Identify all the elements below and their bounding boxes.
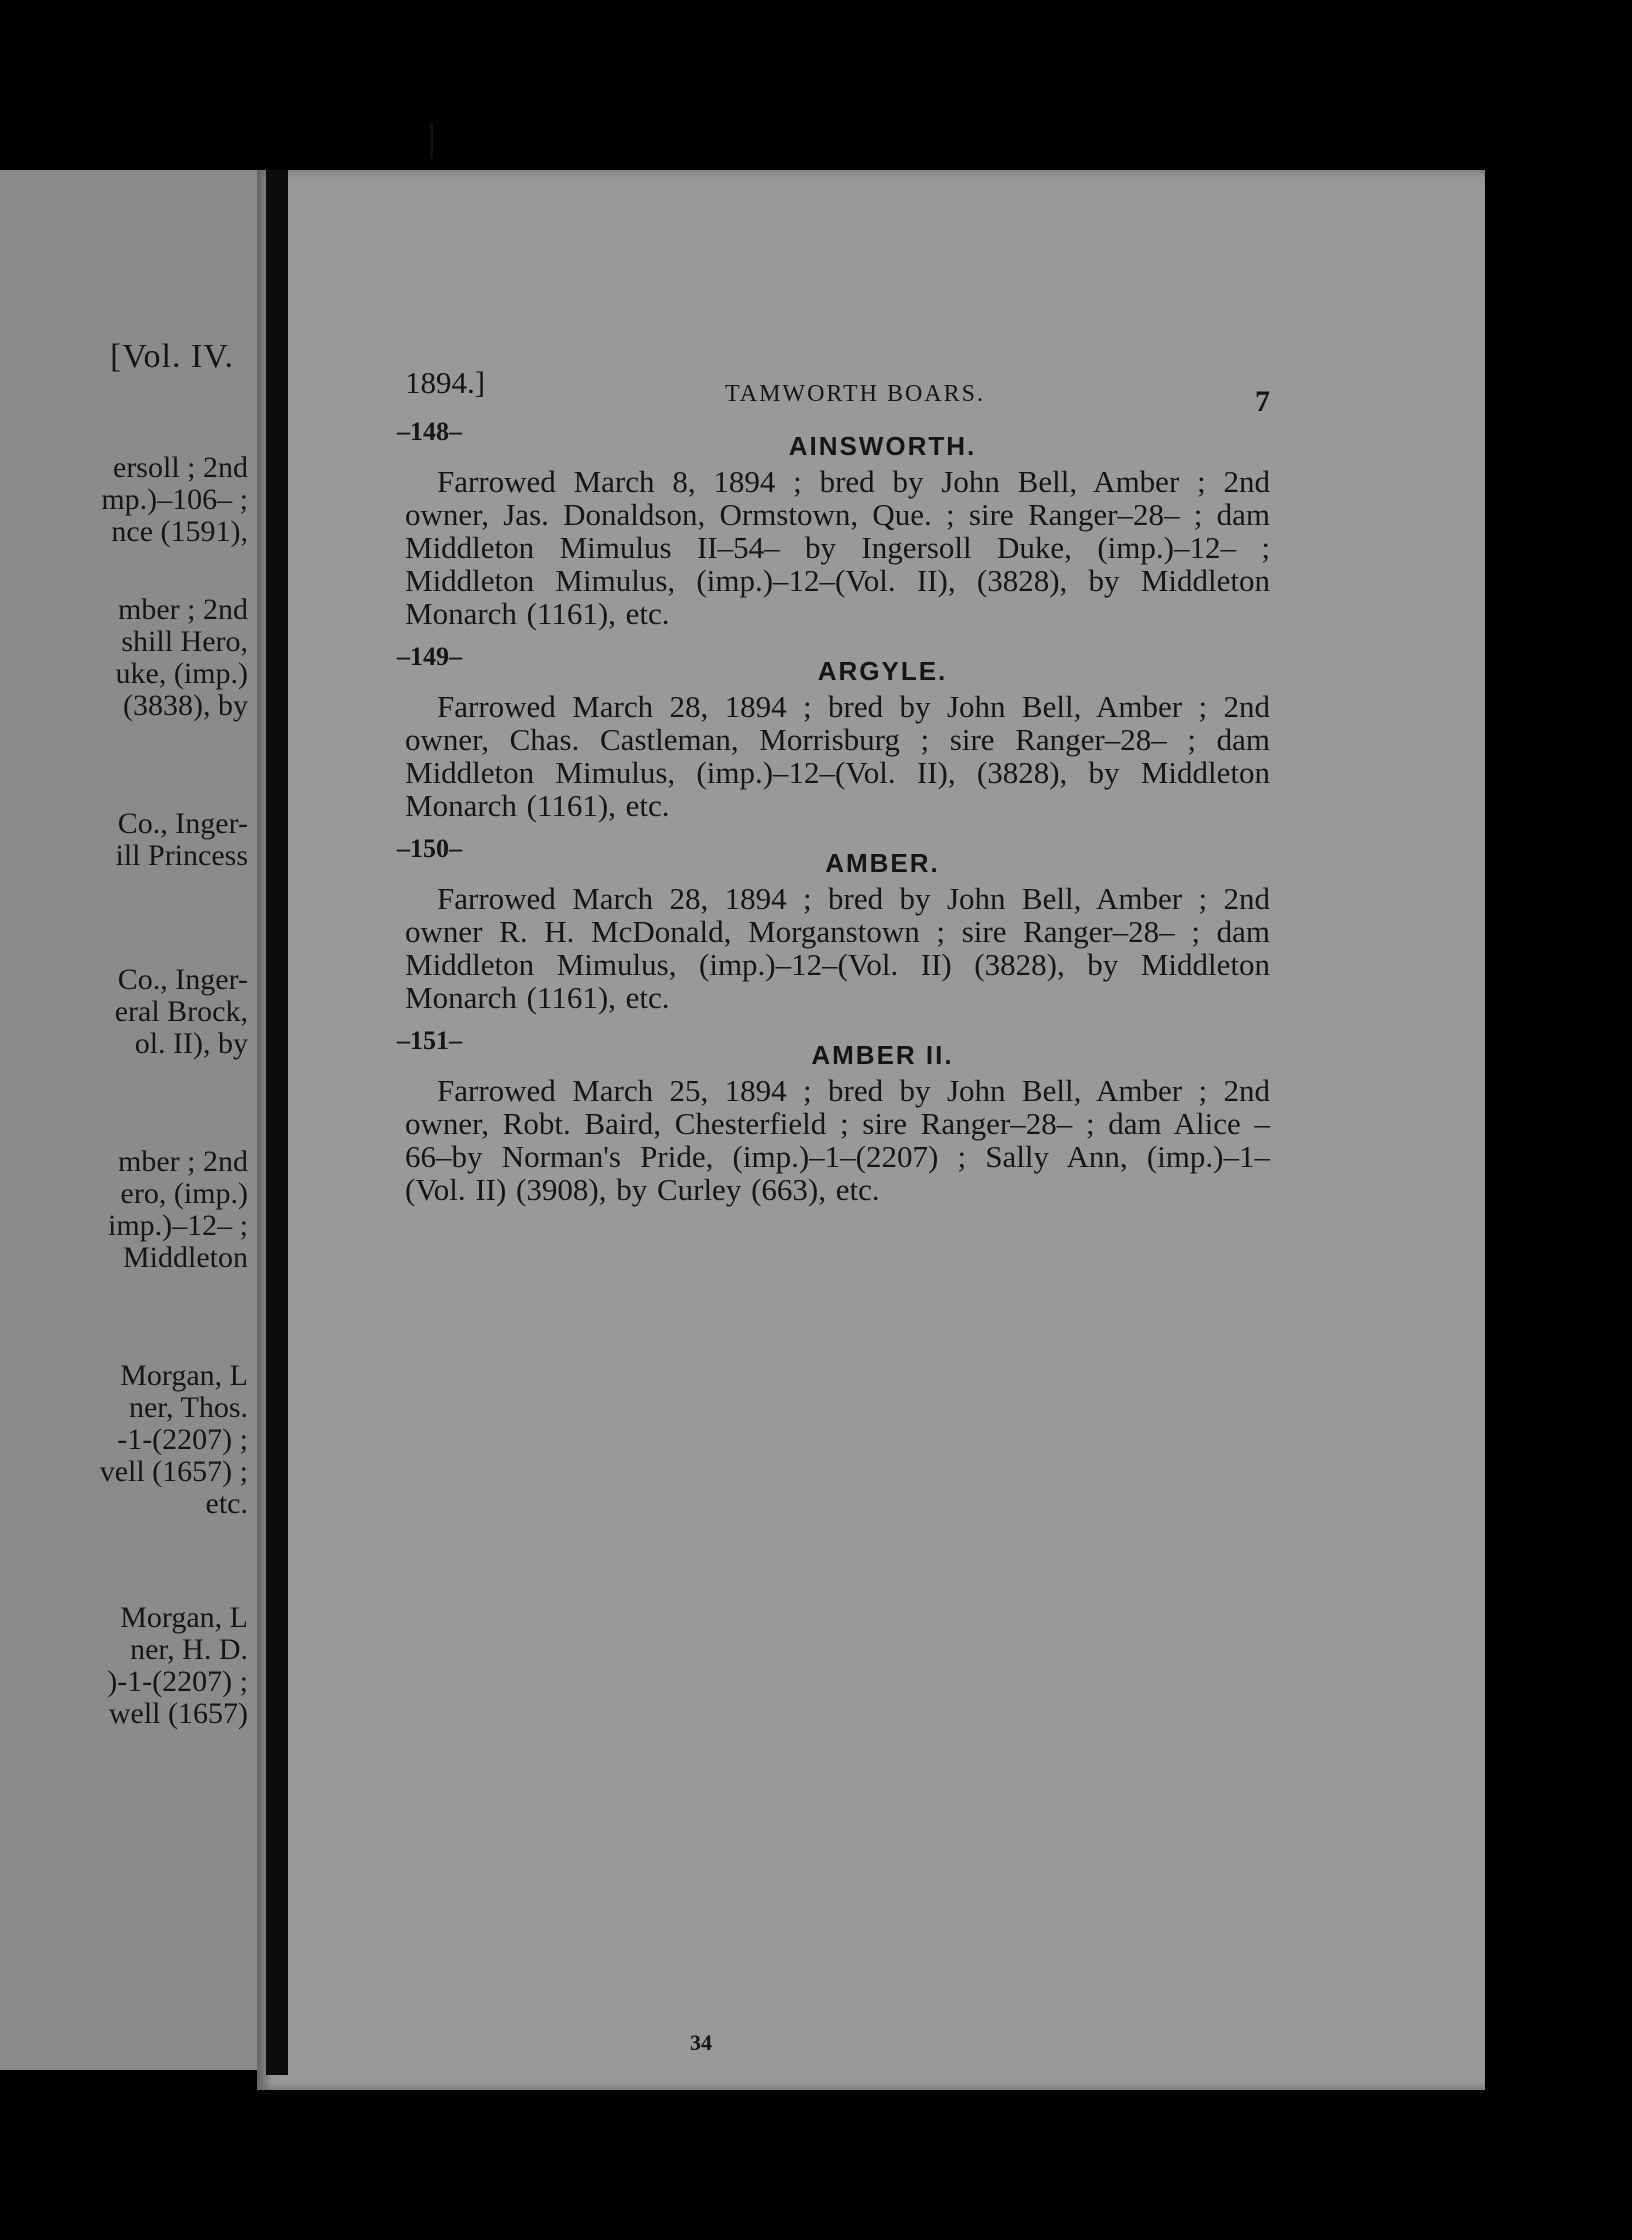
entry-text: Farrowed March 25, 1894 ; bred by John Bell, Amber ; 2nd owner, Robt. Baird, Chesterfield ; sire Ranger–28– ; dam Alice –66–by Norman's Pride, (imp.)–1–(2207) ; Sally Ann, (imp.)–1– (Vol. II) (3908), by Curley (663), etc. bbox=[405, 1073, 1270, 1207]
running-head-year: 1894.] bbox=[405, 365, 486, 400]
left-fragment-line: ill Princess bbox=[115, 839, 248, 872]
left-fragment-line: Co., Inger- bbox=[117, 963, 248, 996]
entry-text: Farrowed March 28, 1894 ; bred by John Bell, Amber ; 2nd owner, Chas. Castleman, Morrisburg ; sire Ranger–28– ; dam Middleton Mimulus, (imp.)–12–(Vol. II), (3828), by Middleton Monarch (1161), etc. bbox=[405, 689, 1270, 823]
entry-151 bbox=[397, 1026, 1270, 1207]
left-fragment-line: eral Brock, bbox=[114, 995, 248, 1028]
entry-150 bbox=[397, 834, 1270, 1015]
left-fragment-line: mber ; 2nd bbox=[118, 593, 248, 626]
right-page bbox=[257, 170, 1485, 2090]
left-fragment-line: ner, H. D. bbox=[130, 1633, 248, 1666]
left-fragment-line: ersoll ; 2nd bbox=[113, 451, 248, 484]
left-fragment-line: nce (1591), bbox=[111, 515, 248, 548]
entry-number: –149– bbox=[397, 642, 462, 671]
running-head-title: TAMWORTH BOARS. bbox=[725, 381, 985, 407]
left-fragment-line: Morgan, L bbox=[120, 1359, 248, 1392]
entry-text: Farrowed March 8, 1894 ; bred by John Bell, Amber ; 2nd owner, Jas. Donaldson, Ormstown, Que. ; sire Ranger–28– ; dam Middleton Mimulus II–54– by Ingersoll Duke, (imp.)–12– ; Middleton Mimulus, (imp.)–12–(Vol. II), (3828), by Middleton Monarch (1161), etc. bbox=[405, 464, 1270, 631]
entry-number: –148– bbox=[397, 417, 462, 446]
running-head bbox=[405, 365, 1270, 418]
entry-number: –150– bbox=[397, 834, 462, 863]
left-fragment-line: shill Hero, bbox=[121, 625, 248, 658]
page-content bbox=[397, 365, 1270, 1207]
left-fragment-line: Middleton bbox=[123, 1241, 248, 1274]
entry-name: AMBER II. bbox=[811, 1040, 954, 1070]
entry-148 bbox=[397, 417, 1270, 631]
left-running-head: [Vol. IV. bbox=[110, 338, 234, 375]
signature-mark: 34 bbox=[690, 2030, 712, 2055]
left-fragment-line: ero, (imp.) bbox=[120, 1177, 248, 1210]
left-fragment-line: ner, Thos. bbox=[128, 1391, 248, 1424]
left-fragment-line: )-1-(2207) ; bbox=[107, 1665, 248, 1698]
left-fragment-line: etc. bbox=[205, 1487, 248, 1520]
left-fragment-line: vell (1657) ; bbox=[99, 1455, 248, 1488]
entry-text: Farrowed March 28, 1894 ; bred by John Bell, Amber ; 2nd owner R. H. McDonald, Morganstown ; sire Ranger–28– ; dam Middleton Mimulus, (imp.)–12–(Vol. II) (3828), by Middleton Monarch (1161), etc. bbox=[405, 881, 1270, 1015]
left-fragment-line: well (1657) bbox=[108, 1697, 248, 1730]
left-fragment-line: Morgan, L bbox=[120, 1601, 248, 1634]
left-fragment-line: imp.)–12– ; bbox=[108, 1209, 248, 1242]
entry-149 bbox=[397, 642, 1270, 823]
entry-name: ARGYLE. bbox=[817, 656, 948, 686]
entry-name: AINSWORTH. bbox=[788, 431, 977, 461]
left-fragment-line: Co., Inger- bbox=[117, 807, 248, 840]
left-fragment-line: mber ; 2nd bbox=[118, 1145, 248, 1178]
book-spine bbox=[266, 170, 288, 2075]
left-fragment-line: (3838), by bbox=[123, 689, 248, 722]
entry-name: AMBER. bbox=[825, 848, 940, 878]
stray-mark bbox=[430, 123, 433, 159]
left-fragment-line: ol. II), by bbox=[134, 1027, 248, 1060]
entry-number: –151– bbox=[397, 1026, 462, 1055]
left-page bbox=[0, 170, 272, 2070]
left-fragment-line: -1-(2207) ; bbox=[117, 1423, 248, 1456]
page-number: 7 bbox=[1255, 385, 1270, 418]
left-fragment-line: mp.)–106– ; bbox=[101, 483, 248, 516]
left-fragment-line: uke, (imp.) bbox=[115, 657, 248, 690]
